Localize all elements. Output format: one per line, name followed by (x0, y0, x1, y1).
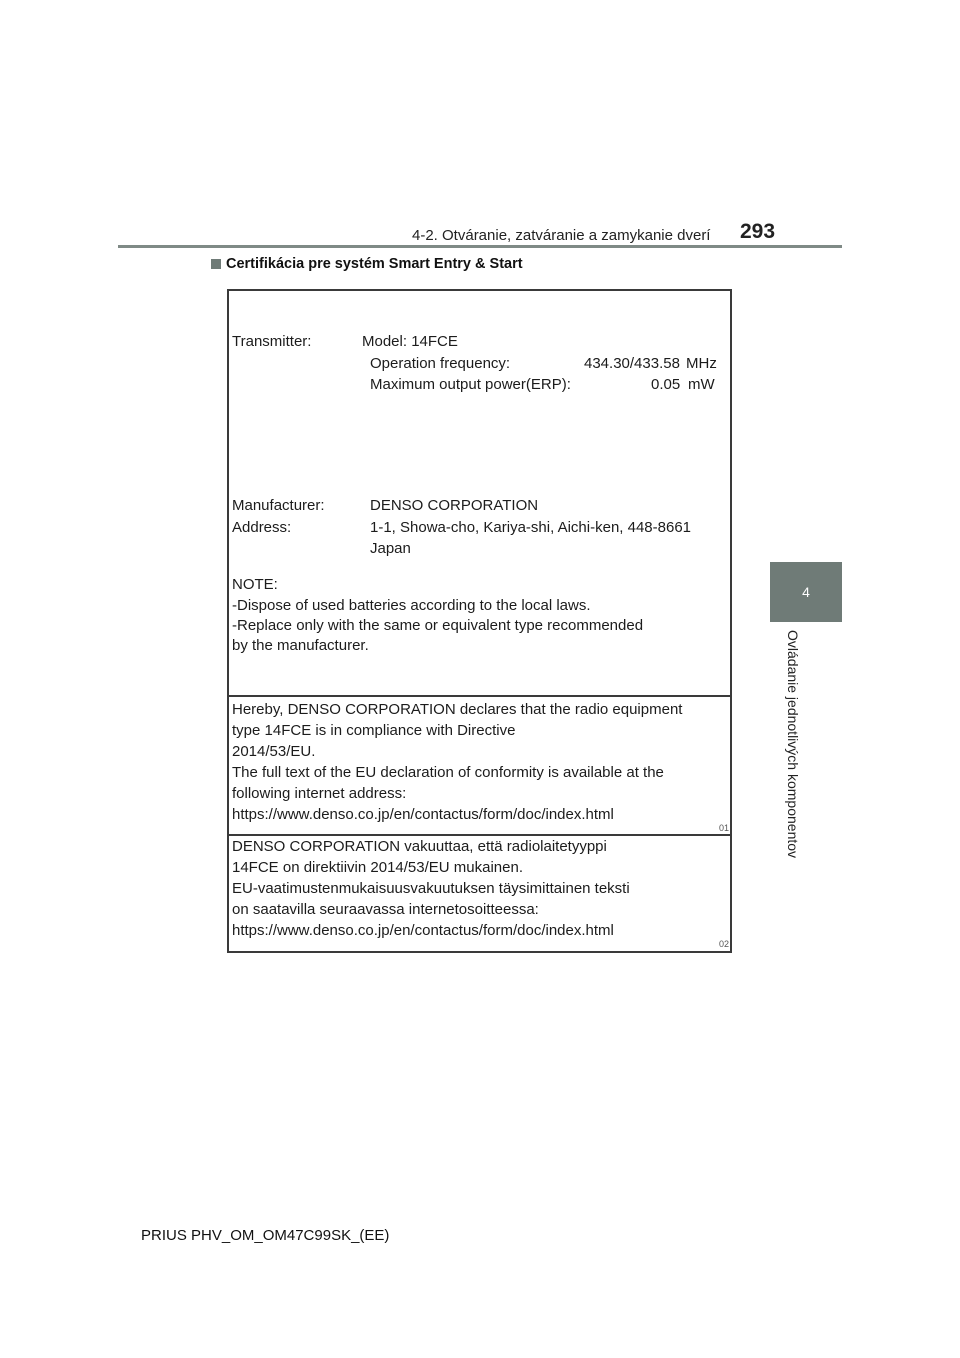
declaration-en-line: Hereby, DENSO CORPORATION declares that the radio equipment (232, 701, 683, 718)
chapter-tab (770, 562, 842, 622)
address-line-1: 1-1, Showa-cho, Kariya-shi, Aichi-ken, 448-8661 (370, 519, 692, 536)
certificate-image (227, 289, 732, 953)
box-divider (229, 834, 730, 836)
document-id: PRIUS PHV_OM_OM47C99SK_(EE) (141, 1227, 390, 1244)
power-label: Maximum output power(ERP): (370, 376, 571, 393)
section-title-text: Certifikácia pre systém Smart Entry & Start (226, 256, 523, 272)
declaration-en-line: The full text of the EU declaration of conformity is available at the (232, 764, 664, 781)
frequency-unit: MHz (686, 355, 717, 372)
frequency-label: Operation frequency: (370, 355, 511, 372)
declaration-fi-line: on saatavilla seuraavassa internetosoitteessa: (232, 901, 539, 918)
transmitter-label: Transmitter: (232, 333, 312, 350)
chapter-number: 4 (802, 584, 810, 600)
manufacturer-label: Manufacturer: (232, 497, 325, 514)
note-line: by the manufacturer. (232, 637, 369, 654)
power-value: 0.05 (651, 376, 681, 393)
frequency-value: 434.30/433.58 (584, 355, 680, 372)
running-header-section: 4-2. Otváranie, zatváranie a zamykanie dverí (412, 227, 711, 244)
chapter-title: Ovládanie jednotlivých komponentov (785, 630, 801, 859)
address-label: Address: (232, 519, 292, 536)
note-title: NOTE: (232, 576, 278, 593)
manufacturer-value: DENSO CORPORATION (370, 497, 539, 514)
declaration-en-url: https://www.denso.co.jp/en/contactus/form/doc/index.html (232, 806, 614, 823)
declaration-en-line: following internet address: (232, 785, 407, 802)
power-unit: mW (688, 376, 715, 393)
declaration-en-line: type 14FCE is in compliance with Directive (232, 722, 516, 739)
address-line-2: Japan (370, 540, 411, 557)
declaration-fi-line: EU-vaatimustenmukaisuusvakuutuksen täysimittainen teksti (232, 880, 630, 897)
square-bullet-icon (211, 259, 221, 269)
box-divider (229, 695, 730, 697)
declaration-fi-line: DENSO CORPORATION vakuuttaa, että radiolaitetyyppi (232, 838, 607, 855)
header-divider (118, 245, 842, 248)
declaration-fi-code: 02 (719, 939, 730, 949)
section-title (211, 256, 523, 272)
note-line: -Dispose of used batteries according to the local laws. (232, 597, 591, 614)
page-number: 293 (740, 220, 776, 243)
declaration-en-line: 2014/53/EU. (232, 743, 316, 760)
declaration-en-code: 01 (719, 823, 730, 833)
declaration-fi-line: 14FCE on direktiivin 2014/53/EU mukainen. (232, 859, 523, 876)
transmitter-model: Model: 14FCE (362, 333, 458, 350)
note-line: -Replace only with the same or equivalent type recommended (232, 617, 644, 634)
declaration-fi-url: https://www.denso.co.jp/en/contactus/form/doc/index.html (232, 922, 614, 939)
